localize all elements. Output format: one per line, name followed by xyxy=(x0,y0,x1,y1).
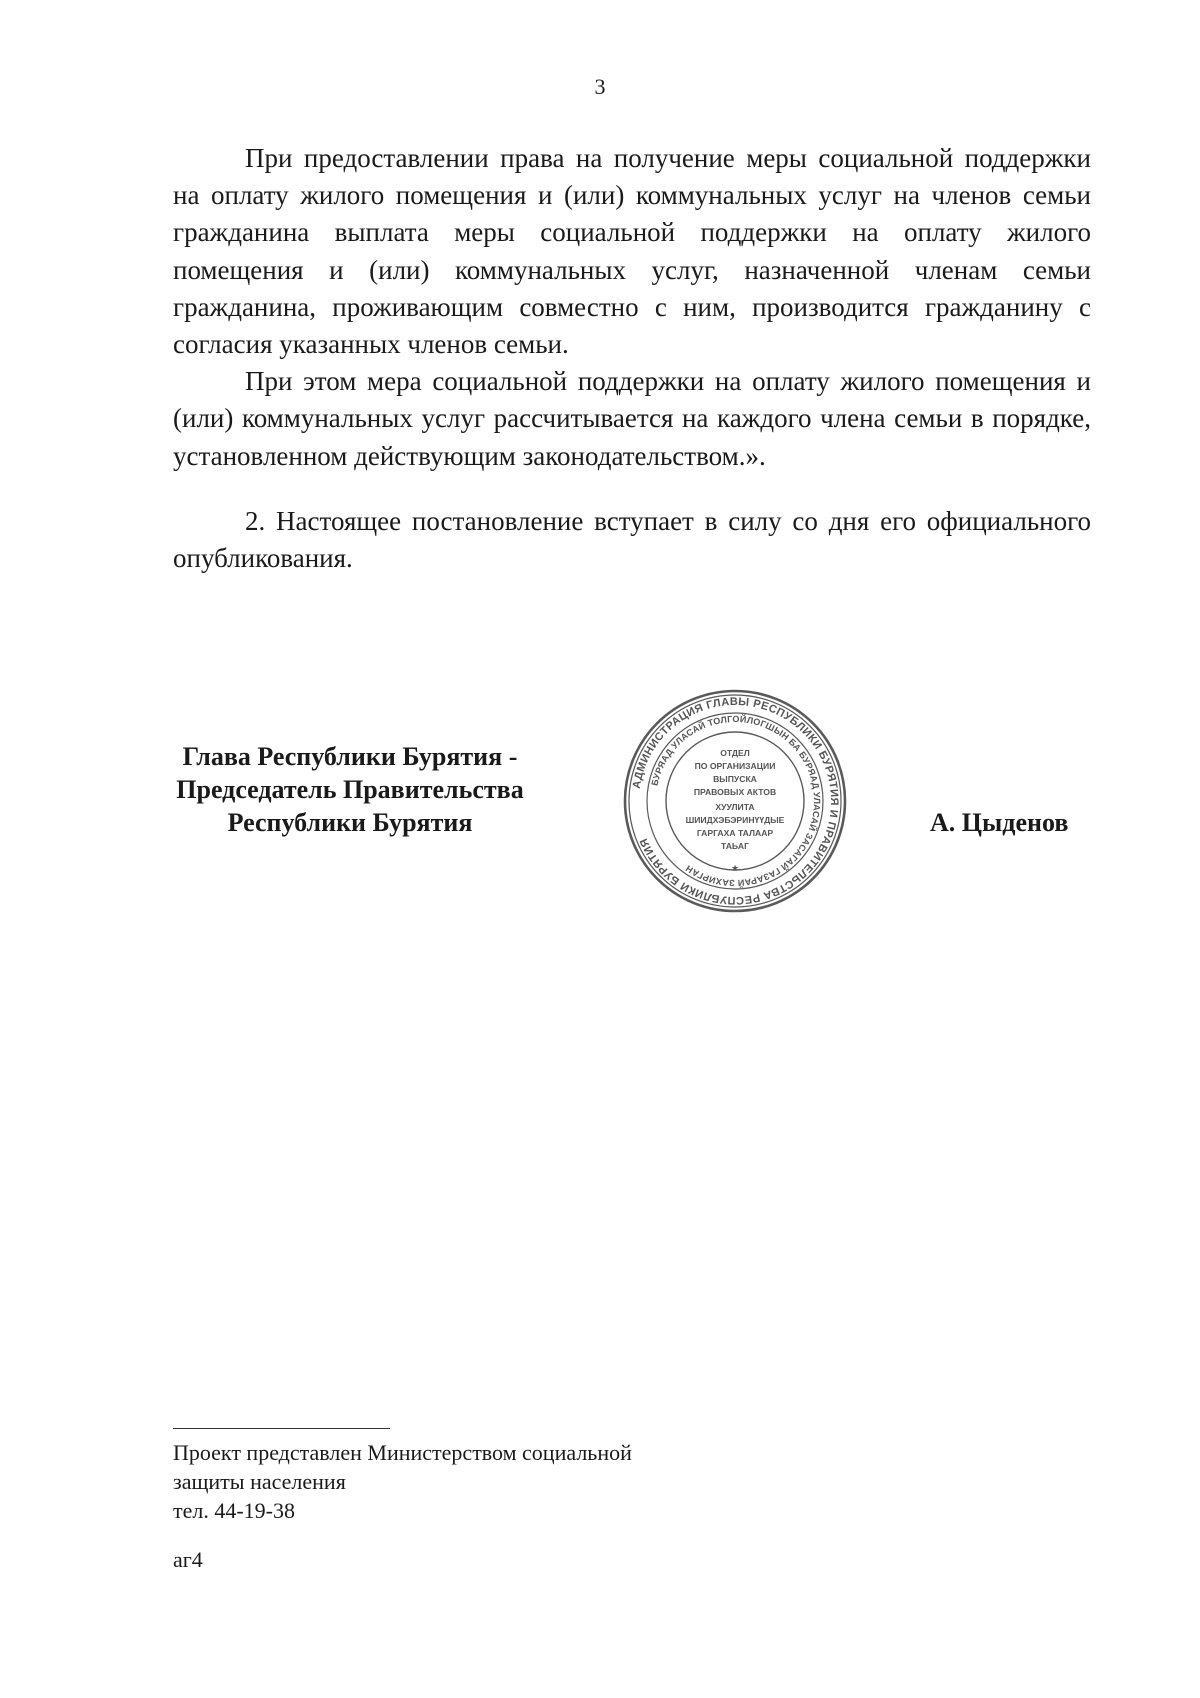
seal-outer-text: АДМИНИСТРАЦИЯ ГЛАВЫ РЕСПУБЛИКИ БУРЯТИЯ И ПРАВИТЕЛЬСТВА РЕСПУБЛИКИ БУРЯТИЯ xyxy=(630,695,841,907)
seal-center-line: ПРАВОВЫХ АКТОВ xyxy=(693,787,777,797)
paragraph: При этом мера социальной поддержки на оплату жилого помещения и (или) коммунальных услуг рассчитывается на каждого члена семьи в порядке, установленном действующим законодательством.». xyxy=(173,366,1091,471)
footnote-line: защиты населения xyxy=(173,1469,346,1494)
footnote xyxy=(173,1438,632,1525)
seal-center-line: ВЫПУСКА xyxy=(713,774,757,784)
seal-inner-text: БУРЯАД УЛАСАЙ ТОЛГОЙЛОГШЫН БА БУРЯАД УЛАСАЙ ЗАСАГАЙ ГАЗАРАЙ ЗАХИРГАН xyxy=(649,713,823,889)
paragraph: 2. Настоящее постановление вступает в силу со дня его официального опубликования. xyxy=(173,505,1091,574)
signatory-title-line: Республики Бурятия xyxy=(227,808,473,837)
page-number: 3 xyxy=(594,74,606,99)
seal-center-line: ПО ОРГАНИЗАЦИИ xyxy=(694,761,776,771)
paragraph: При предоставлении права на получение меры социальной поддержки на оплату жилого помещения и (или) коммунальных услуг на членов семьи гражданина выплата меры социальной поддержки на оплату жилого помещения и (или) коммунальных услуг, назначенной членам семьи гражданина, проживающим совместно с ним, производится гражданину с согласия указанных членов семьи. xyxy=(173,143,1091,360)
document-body xyxy=(173,140,1091,577)
footnote-line: тел. 44-19-38 xyxy=(173,1498,296,1523)
seal-center-line: ТАЬАГ xyxy=(721,841,749,851)
signatory-name: А. Цыденов xyxy=(930,808,1069,837)
official-seal xyxy=(622,688,848,914)
seal-star-icon: ★ xyxy=(730,863,740,873)
signatory-title xyxy=(150,740,550,839)
document-code: аг4 xyxy=(173,1547,203,1572)
footnote-line: Проект представлен Министерством социальной xyxy=(173,1440,632,1465)
signatory-title-line: Председатель Правительства xyxy=(176,775,524,804)
footnote-divider xyxy=(173,1428,390,1429)
signatory-title-line: Глава Республики Бурятия - xyxy=(182,742,518,771)
seal-center-line: ШИИДХЭБЭРИНҮҮДЫЕ xyxy=(685,815,785,825)
seal-center-line: ХУУЛИТА xyxy=(715,802,755,812)
seal-center-line: ОТДЕЛ xyxy=(720,748,750,758)
seal-center-line: ГАРГАХА ТАЛААР xyxy=(696,828,774,838)
